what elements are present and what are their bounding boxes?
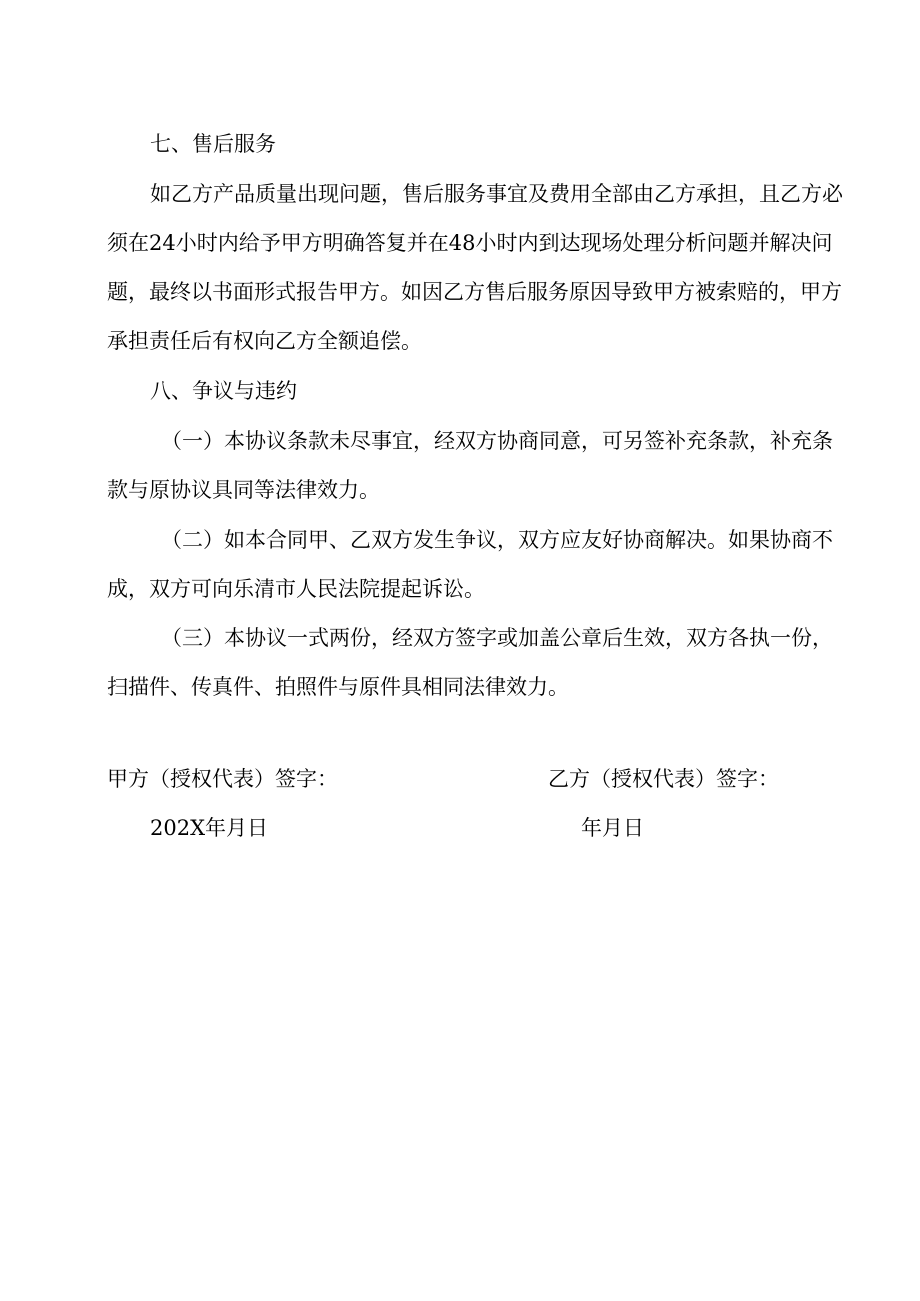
section-8-heading: 八、争议与违约 xyxy=(150,379,297,403)
section-7-line-1: 如乙方产品质量出现问题，售后服务事宜及费用全部由乙方承担，且乙方必 xyxy=(150,182,843,206)
clause-1-line-2: 款与原协议具同等法律效力。 xyxy=(107,478,380,502)
clause-3-line-2: 扫描件、传真件、拍照件与原件具相同法律效力。 xyxy=(107,675,569,699)
section-7-line-3: 题，最终以书面形式报告甲方。如因乙方售后服务原因导致甲方被索赔的，甲方 xyxy=(107,280,842,304)
party-a-date: 202X年月日 xyxy=(150,816,269,840)
section-7-line-4: 承担责任后有权向乙方全额追偿。 xyxy=(107,329,422,353)
party-b-date: 年月日 xyxy=(581,816,644,840)
clause-3-line-1: （三）本协议一式两份，经双方签字或加盖公章后生效，双方各执一份， xyxy=(161,626,833,650)
party-a-signature-label: 甲方（授权代表）签字： xyxy=(107,767,338,791)
section-7-line-2: 须在24小时内给予甲方明确答复并在48小时内到达现场处理分析问题并解决问 xyxy=(107,231,833,255)
section-7-heading: 七、售后服务 xyxy=(150,132,276,156)
clause-2-line-2: 成，双方可向乐清市人民法院提起诉讼。 xyxy=(107,577,485,601)
clause-2-line-1: （二）如本合同甲、乙双方发生争议，双方应友好协商解决。如果协商不 xyxy=(161,528,833,552)
clause-1-line-1: （一）本协议条款未尽事宜，经双方协商同意，可另签补充条款，补充条 xyxy=(161,429,833,453)
party-b-signature-label: 乙方（授权代表）签字： xyxy=(548,767,779,791)
